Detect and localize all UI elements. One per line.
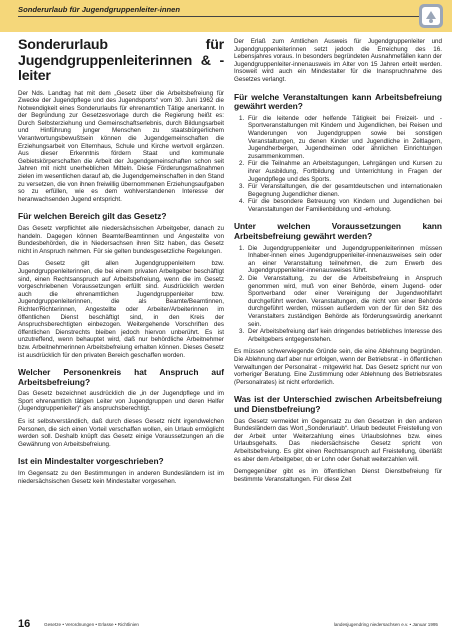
list-item: 4. Für die besondere Betreuung von Kindern und Jugendlichen bei Veranstaltungen der Familienbildung und -erholung. bbox=[246, 198, 442, 213]
logo-icon bbox=[418, 3, 444, 29]
section-heading: Unter welchen Voraussetzungen kann Arbeitsbefreiung gewährt werden? bbox=[234, 221, 442, 242]
footer-right-text: landesjugendring niedersachsen e.v. • Januar 1995 bbox=[333, 622, 438, 627]
right-column bbox=[234, 38, 442, 488]
section-heading: Welcher Personenkreis hat Anspruch auf Arbeitsbefreiung? bbox=[18, 367, 224, 387]
running-title: Sonderurlaub für Jugendgruppenleiter-innen bbox=[18, 5, 181, 14]
page-number: 16 bbox=[18, 618, 31, 630]
paragraph: Demgegenüber gibt es im öffentlichen Dienst Dienstbefreiung für bestimmte Veranstaltungen. Für diese Zeit bbox=[234, 468, 442, 483]
list-item: 3. Für Veranstaltungen, die der gesamtdeutschen und internationalen Begegnung Jugendlicher dienen. bbox=[246, 183, 442, 198]
paragraph: Das Gesetz vermeidet im Gegensatz zu den Gesetzen in den anderen Bundesländern das Wort „Sonderurlaub“. Urlaub bedeutet Freistellung von der Arbeit unter Weiterzahlung eines Urlaubslohnes bzw. eines Urlaubsgehalts. Das niedersächsische Gesetz spricht von Arbeitsbefreiung. Es gibt einen Rechtsanspruch auf Freistellung, überläßt es aber dem Arbeitgeber, ob er Lohn oder Gehalt weiterzahlen will. bbox=[234, 417, 442, 463]
requirements-list bbox=[234, 245, 442, 344]
list-item: 1. Für die leitende oder helfende Tätigkeit bei Freizeit- und -Sportveranstaltungen mit Kindern und Jugendlichen, bei Reisen und Wanderungen von Jugendgruppen sowie bei sonstigen Veranstaltungen, zu denen Kinder und Jugendliche in Zeltlagern, Jugendherbergen, Jugendheimen oder ähnlichen Einrichtungen zusammenkommen. bbox=[246, 115, 442, 161]
event-type-list bbox=[234, 115, 442, 214]
left-column bbox=[18, 38, 224, 490]
section-heading: Ist ein Mindestalter vorgeschrieben? bbox=[18, 456, 164, 467]
page-footer bbox=[0, 608, 452, 640]
header-rule bbox=[18, 16, 424, 17]
list-item: 3. Der Arbeitsbefreiung darf kein dringendes betriebliches Interesse des Arbeitgebers entgegenstehen. bbox=[246, 328, 442, 343]
section-heading: Was ist der Unterschied zwischen Arbeitsbefreiung und Dienstbefreiung? bbox=[234, 394, 442, 414]
section-heading: Für welchen Bereich gilt das Gesetz? bbox=[18, 211, 167, 222]
footer-left-text: Gesetze • Verordnungen • Erlasse • Richtlinien bbox=[44, 622, 139, 627]
section-heading: Für welche Veranstaltungen kann Arbeitsbefreiung gewährt werden? bbox=[234, 91, 442, 112]
paragraph: Es müssen schwerwiegende Gründe sein, die eine Ablehnung begründen. Die Ablehnung darf aber nur erfolgen, wenn der Betriebsrat - in öffentlichen Verwaltungen der Personalrat - mitgewirkt hat. Das Gesetz spricht nur von vorheriger Beratung. Eine Zustimmung oder Ablehnung des Betriebsrates (Personalrates) ist nicht erforderlich. bbox=[234, 348, 442, 386]
paragraph: Der Erlaß zum Amtlichen Ausweis für Jugendgruppenleiter und Jugendgruppenleiterinnen setzt jedoch die Erreichung des 16. Lebensjahres voraus. In besonders begründeten Ausnahmefällen kann der Jugendgruppenleiter-innenausweis im Alter von 15 Jahren erteilt werden. Insoweit wird auch ein Mindestalter für die Inanspruchnahme des Gesetzes verlangt. bbox=[234, 38, 442, 83]
paragraph: Im Gegensatz zu den Bestimmungen in anderen Bundesländern ist im niedersächsischen Gesetz kein Mindestalter vorgesehen. bbox=[18, 470, 224, 485]
list-item: 1. Die Jugendgruppenleiter und Jugendgruppenleiterinnen müssen Inhaber-innen eines Jugendgruppenleiter-innenausweises sein oder an einer Veranstaltung teilnehmen, die zum Erwerb des Jugendgruppenleiter-innenausweises führt. bbox=[246, 245, 442, 275]
paragraph: Es ist selbstverständlich, daß durch dieses Gesetz nicht irgendwelchen Personen, die sich einen Vorteil verschaffen wollen, ein Urlaub ermöglicht werden soll. Deshalb knüpft das Gesetz einige Voraussetzungen an die Gewährung von Arbeitsbefreiung. bbox=[18, 418, 224, 448]
paragraph: Der Nds. Landtag hat mit dem „Gesetz über die Arbeitsbefreiung für Zwecke der Jugendpflege und des Jugendsports“ vom 30. Juni 1962 die Notwendigkeit eines Sonderurlaubs für ehrenamtlich Tätige anerkannt. In der Begründung zur Gesetzesvorlage durch die Regierung heißt es: Durch Selbsterziehung und Gemeinschaftserlebnis, durch Bildungsarbeit und Hinführung junger Menschen zu staatsbürgerlichem Verantwortungsbewußtsein können die Jugendgemeinschaften die Erziehungsarbeit von Elternhaus, Schule und Kirche wertvoll ergänzen. Aus dieser Erkenntnis fördern Staat und kommunale Gebietskörperschaften die Arbeit der Jugendgemeinschaften schon seit Jahren mit nicht unerheblichen Mitteln. Diese Förderungsmaßnahmen zielen im wesentlichen darauf ab, die Jugendgemeinschaften in den Stand zu versetzen, die von ihnen freiwillig übernommenen Erziehungsaufgaben so zu erfüllen, wie es dem wohlverstandenen Interesse der heranwachsenden Jugend entspricht. bbox=[18, 89, 224, 203]
paragraph: Das Gesetz bezeichnet ausdrücklich die „in der Jugendpflege und im Sport ehrenamtlich tätigen Leiter von Jugendgruppen und deren Helfer (Jugendgruppenleiter)“ als anspruchsberechtigt. bbox=[18, 390, 224, 413]
list-item: 2. Die Veranstaltung, zu der die Arbeitsbefreiung in Anspruch genommen wird, muß von einer Behörde, einem Jugend- oder Sportverband oder einer Vereinigung der Jugendwohlfahrt durchgeführt werden. Veranstaltungen, die nicht von einer Behörde durchgeführt werden, müssen außerdem von der für den Sitz des Veranstalters zuständigen Behörde als förderungswürdig anerkannt sein. bbox=[246, 275, 442, 328]
paragraph: Das Gesetz gilt allen Jugendgruppenleitern bzw. Jugendgruppenleiterinnen, die bei einem privaten Arbeitgeber beschäftigt sind, einen Rechtsanspruch auf Arbeitsbefreiung, wenn die im Gesetz vorgeschriebenen Voraussetzungen erfüllt sind. Ausdrücklich werden auch die ehrenamtlichen Jugendgruppenleiter bzw. Jugendgruppenleiterinnen, die als Beamte/Beamtinnen, Richter/Richterinnen, Angestellte oder Arbeiter/Arbeiterinnen im öffentlichen Dienst beschäftigt sind, in den Kreis der Anspruchsberechtigten einbezogen. Weitergehende Vorschriften des öffentlichen Dienstrechts bleiben jedoch hiervon unberührt. Es ist unzutreffend, wenn behauptet wird, daß nur behördliche Arbeitnehmer bzw. Arbeitnehmerinnen Arbeitsbefreiung erhalten können. Dieses Gesetz ist ausdrücklich für den privaten Bereich geschaffen worden. bbox=[18, 260, 224, 359]
article-title: Sonderurlaub für Jugendgruppenleiterinnen & -leiter bbox=[18, 37, 224, 84]
list-item: 2. Für die Teilnahme an Arbeitstagungen, Lehrgängen und Kursen zu ihrer Ausbildung, Fortbildung und Unterrichtung in Fragen der Jugendpflege und des Sports. bbox=[246, 160, 442, 183]
paragraph: Das Gesetz verpflichtet alle niedersächsischen Arbeitgeber, danach zu handeln. Dagegen können Beamte/Beamtinnen und Angestellte von Bundesbehörden, die in Niedersachsen ihren Sitz haben, das Gesetz nicht in Anspruch nehmen. Für sie gelten bundesgesetzliche Regelungen. bbox=[18, 225, 224, 255]
